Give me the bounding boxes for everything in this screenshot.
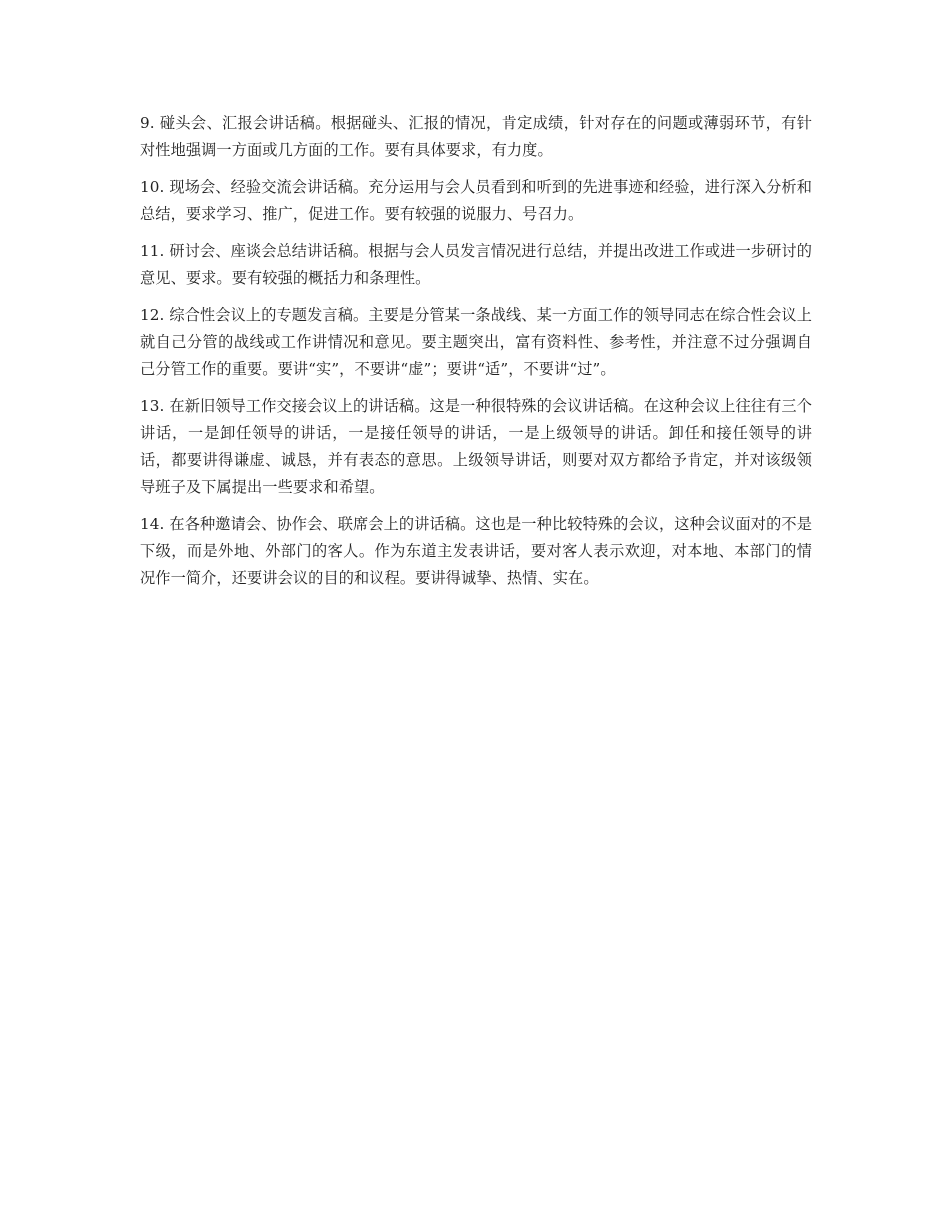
paragraph-item-13: 13. 在新旧领导工作交接会议上的讲话稿。这是一种很特殊的会议讲话稿。在这种会议上往往有三个讲话，一是卸任领导的讲话，一是接任领导的讲话，一是上级领导的讲话。卸任和接任领导的讲话，都要讲得谦虚、诚恳，并有表态的意思。上级领导讲话，则要对双方都给予肯定，并对该级领导班子及下属提出一些要求和希望。 <box>140 397 812 496</box>
paragraph-item-12: 12. 综合性会议上的专题发言稿。主要是分管某一条战线、某一方面工作的领导同志在综合性会议上就自己分管的战线或工作讲情况和意见。要主题突出，富有资料性、参考性，并注意不过分强调自己分管工作的重要。要讲“实”，不要讲“虚”；要讲“适”，不要讲“过”。 <box>140 306 812 378</box>
paragraph-item-9: 9. 碰头会、汇报会讲话稿。根据碰头、汇报的情况，肯定成绩，针对存在的问题或薄弱环节，有针对性地强调一方面或几方面的工作。要有具体要求，有力度。 <box>140 114 812 159</box>
paragraph-item-14: 14. 在各种邀请会、协作会、联席会上的讲话稿。这也是一种比较特殊的会议，这种会议面对的不是下级，而是外地、外部门的客人。作为东道主发表讲话，要对客人表示欢迎，对本地、本部门的情况作一简介，还要讲会议的目的和议程。要讲得诚挚、热情、实在。 <box>140 515 812 587</box>
document-body <box>140 110 812 592</box>
paragraph-item-11: 11. 研讨会、座谈会总结讲话稿。根据与会人员发言情况进行总结，并提出改进工作或进一步研讨的意见、要求。要有较强的概括力和条理性。 <box>140 242 812 287</box>
paragraph-item-10: 10. 现场会、经验交流会讲话稿。充分运用与会人员看到和听到的先进事迹和经验，进行深入分析和总结，要求学习、推广，促进工作。要有较强的说服力、号召力。 <box>140 178 812 223</box>
